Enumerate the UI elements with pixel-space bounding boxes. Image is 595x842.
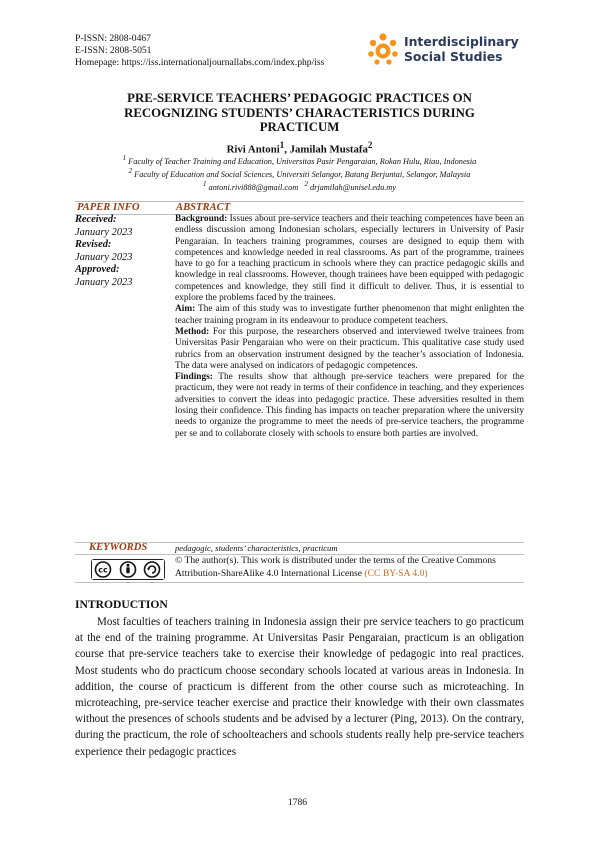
email-sup: 2 xyxy=(304,181,308,189)
journal-logo xyxy=(366,31,526,67)
license-row xyxy=(75,554,524,583)
title-line3: PRACTICUM xyxy=(259,120,340,135)
email-1[interactable]: antoni.rivi888@gmail.com xyxy=(206,182,299,192)
introduction-heading: INTRODUCTION xyxy=(75,598,168,611)
pissn: P-ISSN: 2808-0467 xyxy=(75,33,151,44)
email-2[interactable]: drjamilah@unisel.edu.my xyxy=(307,182,396,192)
paper-title xyxy=(75,91,524,135)
keywords-label: KEYWORDS xyxy=(89,542,148,553)
paper-info xyxy=(75,214,171,289)
author-sup: 1 xyxy=(279,140,285,150)
affil-text: Faculty of Teacher Training and Education, Universitas Pasir Pengaraian, Rokan Hulu, Riau, Indonesia xyxy=(126,156,477,166)
homepage-link[interactable]: Homepage: https://iss.internationaljournallabs.com/index.php/iss xyxy=(75,57,325,68)
cc-by-sa-icon[interactable] xyxy=(91,559,165,580)
logo-line1: Interdisciplinary xyxy=(404,34,519,49)
abstract-findings xyxy=(175,372,524,440)
title-line2: RECOGNIZING STUDENTS’ CHARACTERISTICS DURING xyxy=(124,105,475,120)
affil-sup: 1 xyxy=(122,155,127,162)
emails xyxy=(75,180,524,193)
revised-label: Revised: xyxy=(75,239,112,250)
license-text-block xyxy=(175,555,524,580)
cc-badge-graphic xyxy=(92,560,164,579)
aim-label: Aim: xyxy=(175,304,196,315)
findings-label: Findings: xyxy=(175,372,213,383)
license-link[interactable]: (CC BY-SA 4.0) xyxy=(364,567,428,579)
approved-date: January 2023 xyxy=(75,276,133,288)
author-name: Rivi Antoni xyxy=(226,143,280,156)
logo-text xyxy=(404,34,519,64)
gear-people-logo-icon xyxy=(366,31,400,67)
affiliations xyxy=(75,154,524,193)
background-label: Background: xyxy=(175,214,228,224)
aim-text: The aim of this study was to investigate further phenomenon that might enlighten the teacher training program in its endeavour to produce competent teachers. xyxy=(175,304,524,326)
affiliation-1 xyxy=(75,154,524,167)
received-date: January 2023 xyxy=(75,226,133,238)
abstract-aim xyxy=(175,304,524,327)
paper-info-heading: PAPER INFO xyxy=(77,202,140,213)
method-label: Method: xyxy=(175,326,210,337)
author-name: Jamilah Mustafa xyxy=(289,143,368,156)
revised-date: January 2023 xyxy=(75,251,133,263)
abstract-background xyxy=(175,214,524,304)
abstract-body xyxy=(175,214,524,440)
affil-sup: 2 xyxy=(128,168,133,176)
introduction-body: Most faculties of teachers training in Indonesia assign their pre service teachers to go practicum at the end of the training programme. At Universitas Pasir Pengaraian, practicum is an obligation course that pre-service teachers take to exercise their knowledge of pedagogic into real practices. Most students who do practicum choose secondary schools located at various areas in Indonesia. In addition, the course of practicum is different from the other course such as microteaching. In microteaching, pre-service teacher exercise and practice their knowledge with their own classmates without the presences of schools students and be advised by a lecturer (Ping, 2013). On the contrary, during the practicum, the role of schoolteachers and schools students really help pre-service teachers experience their pedagogic practices xyxy=(75,616,524,758)
logo-line2: Social Studies xyxy=(404,49,503,64)
keywords-text: pedagogic, students’ characteristics, practicum xyxy=(175,543,338,553)
license-text: © The author(s). This work is distributed under the terms of the Creative Commons Attribution-ShareAlike 4.0 International License xyxy=(175,555,496,579)
svg-text:cc: cc xyxy=(98,565,108,575)
title-line1: PRE-SERVICE TEACHERS’ PEDAGOGIC PRACTICES ON xyxy=(127,91,472,105)
received-label: Received: xyxy=(75,214,117,225)
findings-text: The results show that although pre-service teachers were prepared for the practicum, they were not ready in terms of their confidence in teaching, and they experiences adversities to convert the ideas into pedagogic practice. These adversities resulted in them losing their confidence. This finding has impacts on teacher preparation where the university needs to organize the programme to meet the needs of pre-service teachers, the programme per se and to collaborate closely with schools to ensure both parties are involved. xyxy=(175,372,524,439)
background-text: Issues about pre-service teachers and their teaching competences have been an endless discussion among Indonesian scholars, especially lecturers in University of Pasir Pengaraian. In teachers training programmes, courses are designed to equip them with competences and knowledge needed in real classrooms. As part of the programme, trainees have to go for a teaching practicum in schools where they can practice pedagogic skills and knowledge in real classrooms. However, though trainees have been equipped with pedagogic competences and knowledge, they still find it difficult to deliver. Thus, it is essential to explore the problems faced by the trainees. xyxy=(175,214,524,304)
approved-label: Approved: xyxy=(75,264,120,275)
affiliation-2 xyxy=(75,167,524,180)
abstract-method xyxy=(175,327,524,372)
affil-text: Faculty of Education and Social Sciences, Universiti Selangor, Batang Berjuntai, Selangor, Malaysia xyxy=(132,169,471,179)
journal-header xyxy=(75,33,324,69)
email-sup: 1 xyxy=(203,181,207,189)
author-sup: 2 xyxy=(367,140,373,150)
table-header-row xyxy=(75,201,524,215)
page-number: 1786 xyxy=(287,797,308,808)
revised-row xyxy=(75,239,137,252)
abstract-heading: ABSTRACT xyxy=(176,202,231,213)
abstract-table xyxy=(75,201,524,579)
author-separator: , xyxy=(284,143,290,156)
method-text: For this purpose, the researchers observed and interviewed twelve trainees from Universitas Pasir Pengaraian who were on their practicum. This qualitative case study used rubrics from an observation instrument designed by the teacher’s association of Indonesia. The data were analysed on indicators of pedagogic competences. xyxy=(175,326,524,371)
eissn: E-ISSN: 2808-5051 xyxy=(75,45,152,56)
